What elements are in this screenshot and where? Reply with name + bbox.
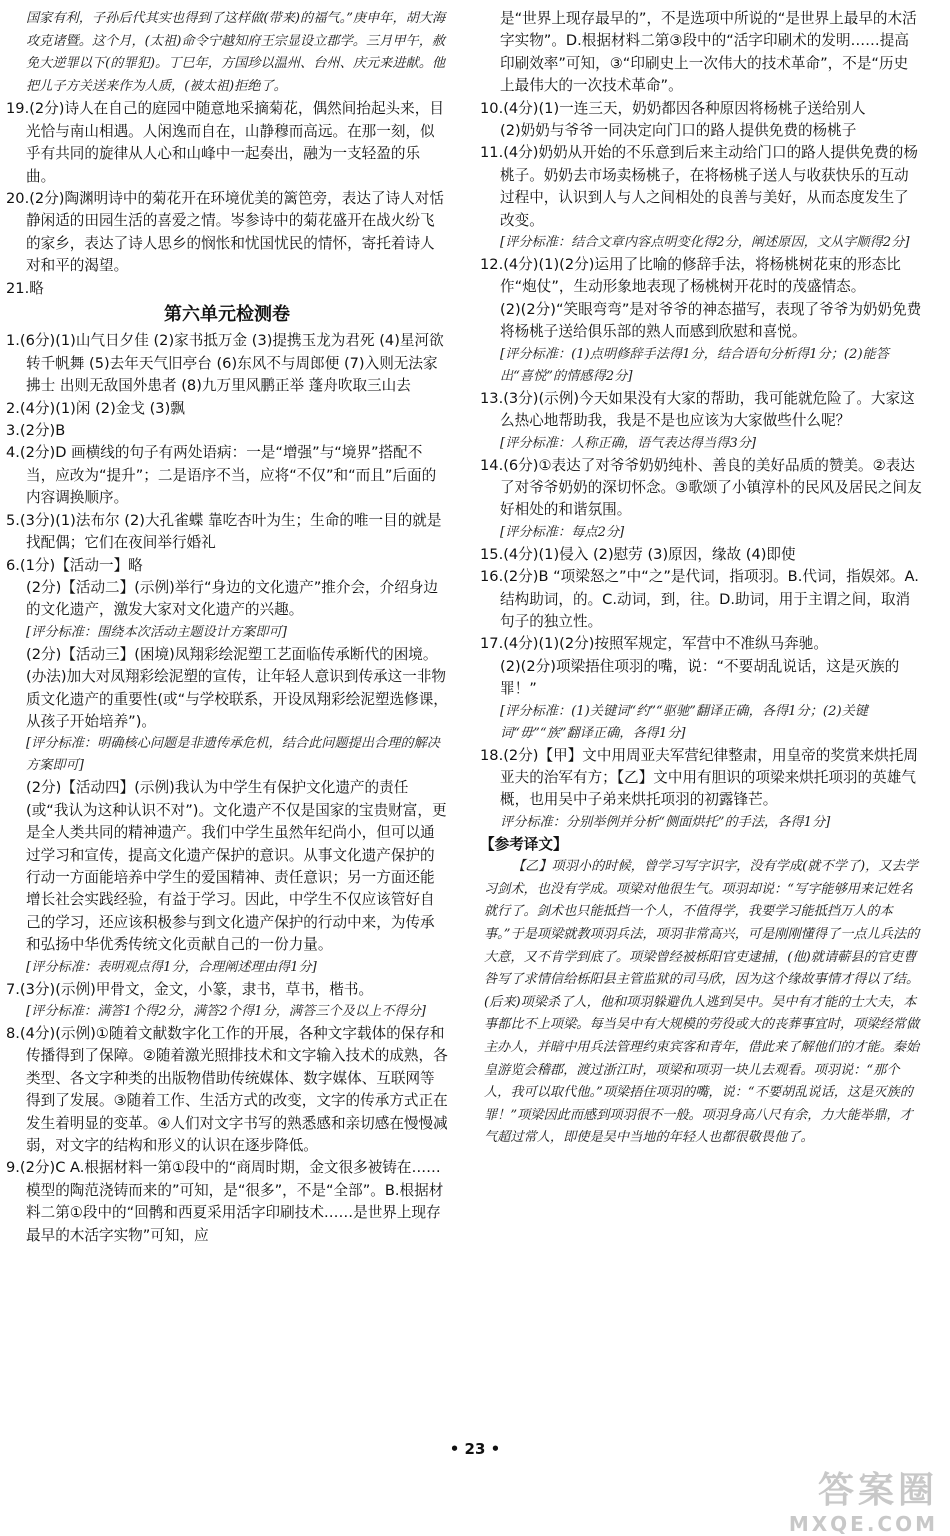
answer-item: 2.(4分)(1)闲 (2)金戈 (3)飘 — [6, 399, 185, 417]
reference-translation-title: 【参考译文】 — [480, 835, 568, 853]
left-column — [6, 8, 448, 1247]
answer-item: 4.(2分)D 画横线的句子有两处语病：一是“增强”与“境界”搭配不当，应改为“提升”；二是语序不当，应将“不仅”和“而且”后面的内容调换顺序。 — [6, 444, 437, 507]
answer-item: 14.(6分)①表达了对爷爷奶奶纯朴、善良的美好品质的赞美。②表达了对爷爷奶奶的深切怀念。③歌颂了小镇淳朴的民风及居民之间友好相处的和谐氛围。 — [480, 456, 922, 519]
answer-subitem: (2分)【活动二】(示例)举行“身边的文化遗产”推介会，介绍身边的文化遗产，激发大家对文化遗产的兴趣。 — [26, 578, 439, 619]
left-top-translation — [6, 8, 448, 98]
answer-item: 1.(6分)(1)山气日夕佳 (2)家书抵万金 (3)提携玉龙为君死 (4)星河欲转千帆舞 (5)去年天气旧亭台 (6)东风不与周郎便 (7)入则无法家拂士 出则无敌国外患者 (8)九万里风鹏正举 蓬舟吹取三山去 — [6, 332, 444, 395]
scoring-standard: [评分标准：(1)点明修辞手法得1分，结合语句分析得1分；(2)能答出“喜悦”的情感得2分] — [500, 346, 889, 384]
answer-item: 8.(4分)(示例)①随着文献数字化工作的开展，各种文字载体的保存和传播得到了保障。②随着激光照排技术和文字输入技术的成熟，各类型、各文字种类的出版物借助传统媒体、数字媒体、互联网等得到了发展。③随着工作、生活方式的改变，文字的传承方式正在发生着明显的变革。④人们对文字书写的熟悉感和亲切感在慢慢减弱，对文字的结构和形义的认识在逐步降低。 — [6, 1025, 448, 1155]
answer-item: 10.(4分)(1)一连三天，奶奶都因各种原因将杨桃子送给别人 — [480, 99, 866, 117]
answer-item: 12.(4分)(1)(2分)运用了比喻的修辞手法，将杨桃树花束的形态比作“炮仗”，生动形象地表现了杨桃树开花时的茂盛情态。 — [480, 256, 901, 296]
answer-subitem: (办法)加大对凤翔彩绘泥塑的宣传，让年轻人意识到传承这一非物质文化遗产的重要性(或“与学校联系，开设凤翔彩绘泥塑选修课，从孩子开始培养”)。 — [26, 668, 448, 730]
watermark — [688, 1462, 938, 1536]
scoring-standard: [评分标准：明确核心问题是非遗传承危机，结合此问题提出合理的解决方案即可] — [26, 736, 440, 774]
answer-item: 13.(3分)(示例)今天如果没有大家的帮助，我可能就危险了。大家这么热心地帮助我，我是不是也应该为大家做些什么呢？ — [480, 389, 915, 430]
answer-item: 9.(2分)C A.根据材料一第①段中的“商周时期，金文很多被铸在……模型的陶范浇铸而来的”可知，是“很多”，不是“全部”。B.根据材料二第①段中的“回鹘和西夏采用活字印刷技术……是世界上现存最早的木活字实物”可知，应 — [6, 1159, 444, 1244]
watermark-logo: 答案圈 — [817, 1470, 938, 1511]
answer-item: 3.(2分)B — [6, 422, 66, 440]
answer-item: 15.(4分)(1)侵入 (2)慰劳 (3)原因，缘故 (4)即使 — [480, 545, 796, 563]
scoring-standard: [评分标准：满答1个得2分，满答2个得1分，满答三个及以上不得分] — [26, 1004, 426, 1019]
scoring-standard: [评分标准：表明观点得1分，合理阐述理由得1分] — [26, 959, 317, 975]
answer-item: 17.(4分)(1)(2分)按照军规定，军营中不准纵马奔驰。 — [480, 635, 828, 653]
answer-item: 20.(2分)陶渊明诗中的菊花开在环境优美的篱笆旁，表达了诗人对恬静闲适的田园生活的喜爱之情。岑参诗中的菊花盛开在战火纷飞的家乡，表达了诗人思乡的悯怅和忧国忧民的情怀，寄托着诗人对和平的渴望。 — [6, 190, 444, 275]
answer-item: 是“世界上现存最早的”，不是选项中所说的“是世界上最早的木活字实物”。D.根据材料二第③段中的“活字印刷术的发明……提高印刷效率”可知，③“印刷史上一次伟大的技术革命”，不是“历史上最伟大的一次技术革命”。 — [500, 10, 917, 95]
answer-subitem: (2)(2分)项梁捂住项羽的嘴，说：“不要胡乱说话，这是灭族的罪！” — [500, 657, 900, 698]
scoring-standard: [评分标准：人称正确，语气表达得当得3分] — [500, 435, 757, 451]
page-number: • 23 • — [449, 1440, 501, 1458]
right-answer-list — [480, 8, 922, 834]
answer-item: 16.(2分)B “项梁怒之”中“之”是代词，指项羽。B.代词，指娱郊。A.结构助词，的。C.动词，到，往。D.助词，用于主谓之间，取消句子的独立性。 — [480, 568, 919, 630]
answer-item: 21.略 — [6, 279, 44, 297]
left-answer-list-unit5 — [6, 98, 448, 300]
scoring-standard: [评分标准：每点2分] — [500, 524, 625, 540]
answer-item: 7.(3分)(示例)甲骨文，金文，小篆，隶书，草书，楷书。 — [6, 980, 374, 998]
answer-subitem: (2)奶奶与爷爷一同决定向门口的路人提供免费的杨桃子 — [500, 122, 857, 140]
right-column — [480, 8, 922, 1150]
scoring-standard: 评分标准：分别举例并分析“侧面烘托”的手法，各得1分] — [500, 814, 831, 830]
answer-subitem: (2分)【活动四】(示例)我认为中学生有保护文化遗产的责任(或“我认为这种认识不对”)。文化遗产不仅是国家的宝贵财富，更是全人类共同的精神遗产。我们中学生虽然年纪尚小，但可以通过学习和宣传，提高文化遗产保护的意识。从事文化遗产保护的行动一方面能培养中学生的爱国精神、责任意识；另一方面还能增长社会实践经验，有益于学习。因此，中学生不仅应该管好自己的学习，还应该积极参与到文化遗产保护的行动中来，为传承和弘扬中华优秀传统文化贡献自己的一份力量。 — [26, 779, 447, 954]
answer-item: 6.(1分)【活动一】略 — [6, 556, 143, 574]
translation-paragraph: 国家有利，子孙后代其实也得到了这样做(带来)的福气。”庚申年，胡大海攻克诸暨。这个月，(太祖)命令宁越知府王宗显设立郡学。三月甲午，赦免大逆罪以下(的罪犯)。丁巳年，方国珍以温州、台州、庆元来进献。他把儿子方关送来作为人质，(被太祖)拒绝了。 — [26, 11, 446, 94]
answer-item: 19.(2分)诗人在自己的庭园中随意地采摘菊花，偶然间抬起头来，目光恰与南山相遇。人闲逸而自在，山静穆而高远。在那一刻，似乎有共同的旋律从人心和山峰中一起奏出，融为一支轻盈的乐曲。 — [6, 100, 444, 185]
answer-subitem: (2)(2分)“笑眼弯弯”是对爷爷的神态描写，表现了爷爷为奶奶免费将杨桃子送给俱乐部的熟人而感到欣慰和喜悦。 — [500, 300, 922, 341]
answer-subitem: (2分)【活动三】(困境)凤翔彩绘泥塑工艺面临传承断代的困境。 — [26, 645, 438, 663]
scoring-standard: [评分标准：结合文章内容点明变化得2分，阐述原因，文从字顺得2分] — [500, 235, 910, 251]
section-title: 第六单元检测卷 — [164, 304, 290, 326]
scoring-standard: [评分标准：(1)关键词“约”“驱驰”翻译正确，各得1分；(2)关键词“毋”“族”翻译正确，各得1分] — [500, 703, 868, 741]
answer-item: 18.(2分)【甲】文中用周亚夫军营纪律整肃，用皇帝的奖赏来烘托周亚夫的治军有方；【乙】文中用有胆识的项梁来烘托项羽的英雄气概，也用吴中子弟来烘托项羽的初露锋芒。 — [480, 746, 918, 809]
answer-item: 5.(3分)(1)法布尔 (2)大孔雀蝶 靠吃杏叶为生；生命的唯一目的就是找配偶；它们在夜间举行婚礼 — [6, 511, 442, 552]
reference-translation-text: 【乙】项羽小的时候，曾学习写字识字，没有学成(就不学了)，又去学习剑术，也没有学成。项梁对他很生气。项羽却说：“写字能够用来记姓名就行了。剑术也只能抵挡一个人，不值得学，我要学习能抵挡万人的本事。”于是项梁就教项羽兵法，项羽非常高兴，可是刚刚懂得了一点儿兵法的大意，又不肯学到底了。项梁曾经被栎阳官吏逮捕，(他)就请蕲县的官吏曹咎写了求情信给栎阳县主管监狱的司马欣，因为这个缘故事情才得以了结。(后来)项梁杀了人，他和项羽躲避仇人逃到吴中。吴中有才能的士大夫，本事都比不上项梁。每当吴中有大规模的劳役或大的丧葬事宜时，项梁经常做主办人，并暗中用兵法管理约束宾客和青年，借此来了解他们的才能。秦始皇游览会稽郡，渡过浙江时，项梁和项羽一块儿去观看。项羽说：“那个人，我可以取代他。”项梁捂住项羽的嘴，说：“不要胡乱说话，这是灭族的罪！”项梁因此而感到项羽很不一般。项羽身高八尺有余，力大能举鼎，才气超过常人，即使是吴中当地的年轻人也都很敬畏他了。 — [484, 859, 920, 1146]
watermark-url: MXQE.COM — [788, 1512, 938, 1536]
left-answer-list-unit6 — [6, 330, 448, 1247]
scoring-standard: [评分标准：围绕本次活动主题设计方案即可] — [26, 624, 287, 640]
answer-item: 11.(4分)奶奶从开始的不乐意到后来主动给门口的路人提供免费的杨桃子。奶奶去市场卖杨桃子，在将杨桃子送人与收获快乐的互动过程中，认识到人与人之间相处的良善与美好，从而态度发生了改变。 — [480, 144, 918, 229]
